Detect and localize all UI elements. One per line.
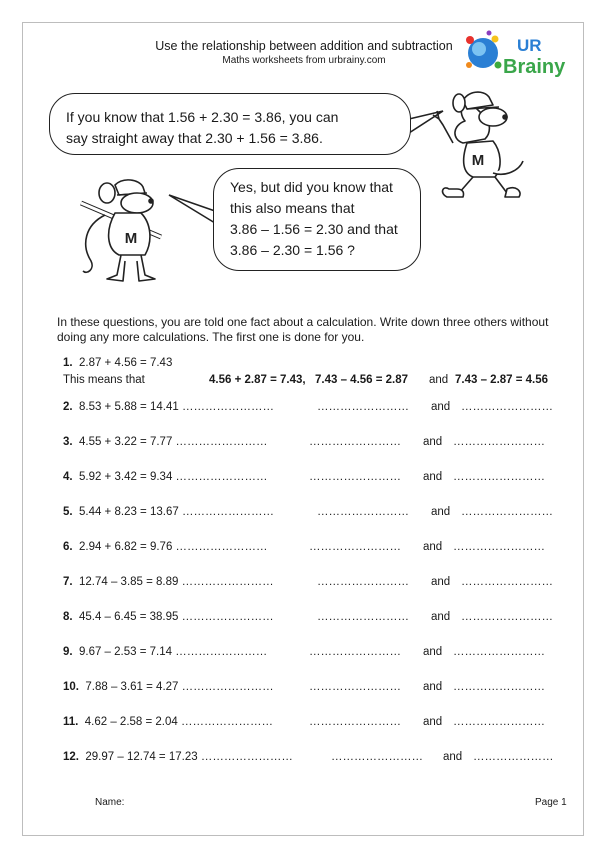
answer-blank-3[interactable]: …………………… (461, 576, 553, 588)
question-number: 2. (63, 401, 73, 413)
question-number: 7. (63, 576, 73, 588)
question-12 (63, 750, 293, 764)
question-fact: 12.74 – 3.85 = 8.89 (78, 576, 179, 588)
answer-blank-3[interactable]: …………………… (453, 541, 545, 553)
answer-blank-1[interactable]: …………………… (175, 541, 268, 553)
page-number: Page 1 (535, 797, 567, 808)
and-label: and (431, 401, 451, 413)
mouse-shirt-letter: M (124, 230, 138, 247)
example-question (63, 356, 172, 370)
question-4 (63, 470, 268, 484)
question-number: 11. (63, 716, 79, 728)
question-5 (63, 505, 274, 519)
question-number: 5. (63, 506, 73, 518)
worksheet-subtitle: Maths worksheets from urbrainy.com (222, 55, 386, 66)
answer-blank-3[interactable]: …………………… (461, 401, 553, 413)
bubble2-line1: Yes, but did you know that (230, 179, 393, 195)
and-label: and (423, 436, 443, 448)
answer-blank-1[interactable]: …………………… (181, 681, 274, 693)
bubble2-line3: 3.86 – 1.56 = 2.30 and that (230, 221, 398, 237)
question-9 (63, 645, 267, 659)
answer-blank-3[interactable]: …………………… (453, 646, 545, 658)
question-fact: 7.88 – 3.61 = 4.27 (85, 681, 179, 693)
bubble1-line1: If you know that 1.56 + 2.30 = 3.86, you can (66, 109, 339, 125)
question-11 (63, 715, 273, 729)
bubble2-line4: 3.86 – 2.30 = 1.56 ? (230, 242, 355, 258)
answer-blank-1[interactable]: …………………… (181, 506, 274, 518)
question-number: 1. (63, 357, 73, 369)
answer-blank-3[interactable]: …………………… (461, 506, 553, 518)
answer-blank-2[interactable]: …………………… (317, 576, 409, 588)
worksheet-page (22, 22, 584, 836)
and-label: and (423, 716, 443, 728)
example-means: This means that (63, 374, 145, 386)
question-3 (63, 435, 268, 449)
question-number: 8. (63, 611, 73, 623)
answer-blank-3[interactable]: …………………… (453, 471, 545, 483)
mouse-standing-icon (75, 175, 185, 290)
name-label: Name: (95, 797, 125, 808)
answer-blank-1[interactable]: …………………… (181, 576, 274, 588)
question-fact: 8.53 + 5.88 = 14.41 (78, 401, 179, 413)
question-fact: 29.97 – 12.74 = 17.23 (85, 751, 198, 763)
question-6 (63, 540, 268, 554)
answer-blank-2[interactable]: …………………… (317, 401, 409, 413)
question-number: 4. (63, 471, 73, 483)
question-fact: 9.67 – 2.53 = 7.14 (78, 646, 173, 658)
and-label: and (423, 646, 443, 658)
question-8 (63, 610, 274, 624)
instructions-line2: doing any more calculations. The first one is done for you. (57, 330, 365, 344)
answer-blank-2[interactable]: …………………… (309, 646, 401, 658)
question-fact: 2.94 + 6.82 = 9.76 (78, 541, 173, 553)
and-label: and (423, 541, 443, 553)
mouse-shirt-letter: M (471, 152, 485, 169)
and-label: and (423, 681, 443, 693)
question-number: 9. (63, 646, 73, 658)
answer-blank-1[interactable]: …………………… (175, 471, 268, 483)
mouse-sitting-icon (423, 81, 533, 206)
question-number: 3. (63, 436, 73, 448)
answer-blank-1[interactable]: …………………… (175, 646, 268, 658)
and-label: and (431, 506, 451, 518)
speech-bubble-reply (213, 168, 421, 271)
answer-blank-2[interactable]: …………………… (317, 506, 409, 518)
and-label: and (423, 471, 443, 483)
example-answer-2: 7.43 – 4.56 = 2.87 (315, 374, 409, 386)
answer-blank-1[interactable]: …………………… (181, 401, 274, 413)
answer-blank-2[interactable]: …………………… (309, 471, 401, 483)
question-number: 12. (63, 751, 79, 763)
question-10 (63, 680, 274, 694)
answer-blank-3[interactable]: …………………… (461, 611, 553, 623)
example-and: and (429, 374, 449, 386)
answer-blank-2[interactable]: …………………… (309, 716, 401, 728)
question-7 (63, 575, 274, 589)
answer-blank-2[interactable]: …………………… (309, 541, 401, 553)
and-label: and (431, 576, 451, 588)
answer-blank-3[interactable]: …………………… (453, 716, 545, 728)
answer-blank-1[interactable]: …………………… (181, 716, 273, 728)
and-label: and (431, 611, 451, 623)
question-number: 10. (63, 681, 79, 693)
example-answer-3: 7.43 – 2.87 = 4.56 (455, 374, 549, 386)
speech-bubble-top (49, 93, 411, 155)
answer-blank-3[interactable]: …………………… (453, 436, 545, 448)
question-2 (63, 400, 274, 414)
question-number: 6. (63, 541, 73, 553)
answer-blank-2[interactable]: …………………… (317, 611, 409, 623)
logo-ur-text: UR (517, 36, 542, 55)
answer-blank-1[interactable]: …………………… (200, 751, 293, 763)
question-fact: 4.55 + 3.22 = 7.77 (78, 436, 173, 448)
instructions (57, 315, 579, 345)
logo-brainy-text: Brainy (503, 56, 566, 78)
answer-blank-3[interactable]: …………………… (453, 681, 545, 693)
question-fact: 5.92 + 3.42 = 9.34 (78, 471, 173, 483)
question-fact: 45.4 – 6.45 = 38.95 (78, 611, 179, 623)
answer-blank-1[interactable]: …………………… (175, 436, 268, 448)
answer-blank-3[interactable]: ………………… (473, 751, 554, 763)
question-fact: 4.62 – 2.58 = 2.04 (84, 716, 178, 728)
and-label: and (443, 751, 463, 763)
example-answer-1: 4.56 + 2.87 = 7.43, (209, 374, 306, 386)
answer-blank-2[interactable]: …………………… (309, 436, 401, 448)
bubble2-line2: this also means that (230, 200, 355, 216)
instructions-line1: In these questions, you are told one fact about a calculation. Write down three others without (57, 315, 549, 329)
question-fact: 5.44 + 8.23 = 13.67 (78, 506, 179, 518)
answer-blank-2[interactable]: …………………… (309, 681, 401, 693)
answer-blank-1[interactable]: …………………… (181, 611, 274, 623)
bubble1-line2: say straight away that 2.30 + 1.56 = 3.86. (66, 130, 323, 146)
worksheet-title: Use the relationship between addition and subtraction (155, 39, 453, 53)
question-fact: 2.87 + 4.56 = 7.43 (78, 357, 173, 369)
answer-blank-2[interactable]: …………………… (331, 751, 423, 763)
